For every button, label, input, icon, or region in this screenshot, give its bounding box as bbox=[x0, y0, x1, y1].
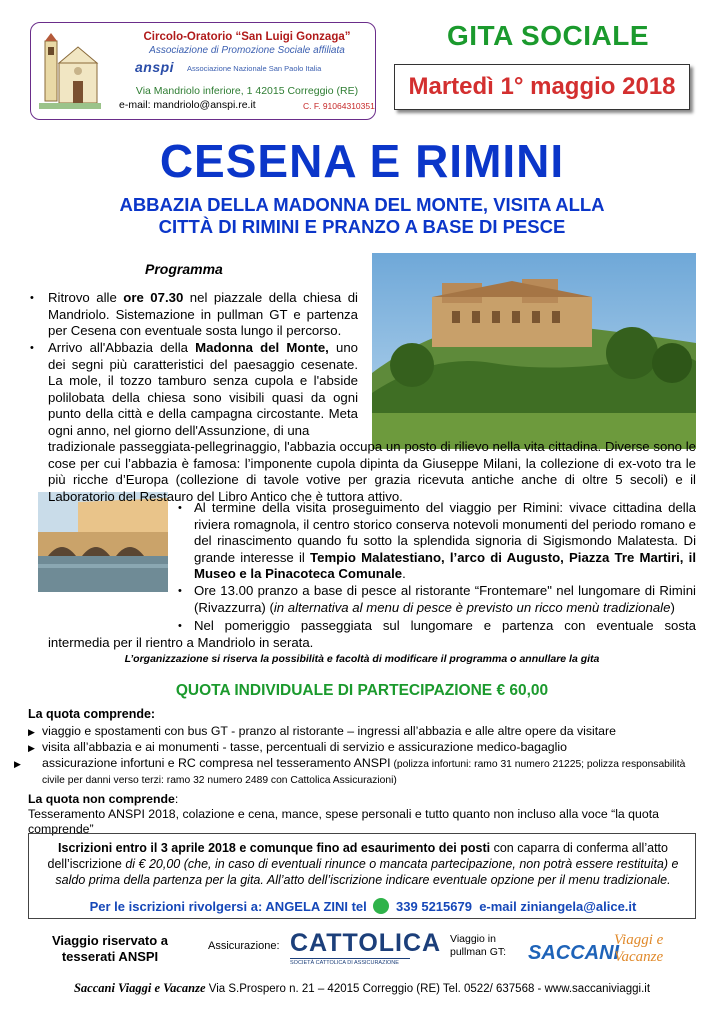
agency-name: Saccani Viaggi e Vacanze bbox=[73, 981, 206, 995]
footer-agency bbox=[0, 981, 724, 996]
page-title: CESENA E RIMINI bbox=[159, 135, 565, 187]
agency-address: Via S.Prospero n. 21 – 42015 Correggio (RE) Tel. 0522/ 637568 - www.saccaniviaggi.it bbox=[205, 983, 651, 995]
subtitle-line-1: ABBAZIA DELLA MADONNA DEL MONTE, VISITA ALLA bbox=[119, 194, 605, 215]
quota-item-text: assicurazione infortuni e RC compresa nel tesseramento ANSPI bbox=[42, 756, 391, 770]
p1-text-a: Ritrovo alle bbox=[48, 290, 124, 305]
programma-p4 bbox=[194, 583, 696, 616]
programma-p3 bbox=[194, 500, 696, 583]
quota-item bbox=[14, 756, 708, 788]
page-subtitle bbox=[20, 194, 704, 238]
quota-item bbox=[28, 740, 708, 756]
org-name: Circolo-Oratorio “San Luigi Gonzaga” bbox=[143, 31, 351, 43]
bullet-icon: • bbox=[178, 502, 182, 514]
saccani-logo-text: SACCANI bbox=[528, 942, 620, 964]
quota-non-comprende: La quota non comprende: bbox=[28, 792, 179, 806]
cattolica-logo-subtitle: SOCIETÀ CATTOLICA DI ASSICURAZIONE bbox=[290, 958, 410, 966]
p3-bold: Tempio Malatestiano, l’arco di Augusto, Piazza Tre Martiri, il Museo e la Pinacoteca Comunale bbox=[194, 549, 696, 581]
programma-p5 bbox=[48, 618, 696, 651]
quota-non-comprende-text: Tesseramento ANSPI 2018, colazione e cena, mance, spese personali e tutto quanto non incluso alla voce “la quota comprende” bbox=[28, 807, 659, 836]
programma-p2 bbox=[48, 340, 358, 439]
bullet-icon: • bbox=[30, 342, 34, 354]
p4-italic: in alternativa al menu di pesce è previsto un ricco menù tradizionale bbox=[273, 599, 671, 615]
p1-text-b: nel piazzale della chiesa di Mandriolo. Sistemazione in pullman GT e partenza per Cesena con eventuale sosta lungo il percorso. bbox=[48, 290, 358, 338]
riservato-anspi: Viaggio riservato a tesserati ANSPI bbox=[51, 933, 169, 964]
iscrizioni-box bbox=[28, 833, 696, 919]
p5-text: Nel pomeriggio passeggiata sul lungomare e partenza con eventuale sosta intermedia per il rientro a Mandriolo in serata. bbox=[48, 618, 696, 650]
date-box bbox=[394, 64, 690, 110]
programma-p2-cont: tradizionale passeggiata-pellegrinaggio, l'abbazia occupa un posto di rilievo nella vita cittadina. Diverse sono le cose per cui l’abbazia è famosa: l’imponente cupola dipinta da Giuseppe Milani, la collezione di ex-voto tra le più ricche d’Europa (collezione di tavole votive per grazia ricevuta antiche anche di oltre 5 secoli) e il Laboratorio del Restauro del Libro Antico che è tuttora attivo. bbox=[48, 439, 696, 504]
p2-bold: Madonna del Monte, bbox=[195, 340, 329, 355]
subtitle-line-2: CITTÀ DI RIMINI E PRANZO A BASE DI PESCE bbox=[158, 216, 566, 237]
org-email: e-mail: mandriolo@anspi.re.it bbox=[119, 99, 256, 111]
contact-email[interactable]: e-mail ziniangela@alice.it bbox=[479, 899, 637, 914]
church-logo-icon bbox=[39, 31, 101, 113]
abbey-photo bbox=[372, 253, 696, 449]
programma-heading: Programma bbox=[145, 261, 223, 277]
arrow-right-icon: ▶ bbox=[28, 743, 35, 753]
whatsapp-icon bbox=[373, 898, 389, 914]
arrow-right-icon: ▶ bbox=[28, 727, 35, 737]
quota-item-note: (polizza infortuni: ramo 31 numero 21225; polizza responsabilità civile per danni verso terzi: ramo 32 numero 2489 con Cattolica Assicurazioni) bbox=[42, 759, 686, 786]
p1-time: ore 07.30 bbox=[123, 290, 184, 305]
p3-text: Al termine della visita proseguimento del viaggio per Rimini: vivace cittadina della riviera romagnola, il centro storico conserva notevoli monumenti del periodo romano e del rinascimento quando fu sotto la splendida signoria di Sigismondo Malatesta. Di grande interesse il bbox=[194, 500, 696, 565]
p4-text: Ore 13.00 pranzo a base di pesce al ristorante “Frontemare" nel lungomare di Rimini (Rivazzurra) ( bbox=[194, 583, 696, 615]
contact-line bbox=[35, 898, 691, 914]
arrow-right-icon: ▶ bbox=[14, 759, 21, 769]
bullet-icon: • bbox=[178, 585, 182, 597]
quota-comprende-heading: La quota comprende: bbox=[28, 707, 156, 721]
contact-label: Per le iscrizioni rivolgersi a: ANGELA ZINI tel bbox=[89, 899, 367, 914]
iscrizioni-details: di € 20,00 (che, in caso di eventuali rinunce o mancata partecipazione, non potrà essere restituita) e saldo prima della partenza per la gita. All’atto dell’iscrizione indicare eventuale opzione per il menu tradizionale. bbox=[55, 857, 679, 887]
iscrizioni-text bbox=[35, 840, 691, 888]
iscrizioni-deadline: Iscrizioni entro il 3 aprile 2018 e comunque fino ad esaurimento dei posti bbox=[58, 841, 491, 855]
contact-phone[interactable]: 339 5215679 bbox=[396, 899, 472, 914]
saccani-logo bbox=[528, 930, 678, 974]
programma-p1 bbox=[48, 290, 358, 340]
org-tax-code: C. F. 91064310351 bbox=[303, 101, 375, 111]
quota-heading: QUOTA INDIVIDUALE DI PARTECIPAZIONE € 60,00 bbox=[175, 682, 549, 699]
org-association: Associazione di Promozione Sociale affiliata bbox=[149, 45, 345, 56]
organization-box bbox=[30, 22, 376, 120]
rimini-bridge-photo bbox=[38, 492, 168, 592]
p4-end: ) bbox=[670, 599, 675, 615]
bullet-icon: • bbox=[30, 292, 34, 304]
p2-text-a: Arrivo all'Abbazia della bbox=[48, 340, 196, 355]
quota-item-text: visita all’abbazia e ai monumenti - tasse, percentuali di servizio e assicurazione medico-bagaglio bbox=[42, 740, 567, 754]
organization-note: L’organizzazione si riserva la possibilità e facoltà di modificare il programma o annullare la gita bbox=[124, 653, 600, 665]
gita-sociale-heading: GITA SOCIALE bbox=[447, 20, 649, 51]
org-address: Via Mandriolo inferiore, 1 42015 Correggio (RE) bbox=[135, 85, 359, 97]
trip-date: Martedì 1° maggio 2018 bbox=[408, 73, 676, 100]
cattolica-logo bbox=[290, 929, 442, 970]
iscrizioni-caparra: con caparra di conferma all’atto dell’iscrizione bbox=[47, 841, 668, 871]
saccani-logo-tagline: Viaggi e Vacanze bbox=[614, 932, 664, 965]
assicurazione-label: Assicurazione: bbox=[208, 940, 280, 952]
p3-end: . bbox=[402, 566, 406, 581]
bullet-icon: • bbox=[178, 620, 182, 632]
cattolica-logo-text: CATTOLICA bbox=[290, 929, 442, 957]
anspi-subtitle: Associazione Nazionale San Paolo Italia bbox=[187, 64, 322, 73]
anspi-logo: anspi bbox=[135, 59, 175, 75]
viaggio-pullman-label: Viaggio in pullman GT: bbox=[450, 933, 507, 958]
quota-item bbox=[28, 724, 708, 740]
quota-non-comprende-heading: La quota non comprende bbox=[28, 792, 175, 806]
p2-text-b: uno dei segni più caratteristici del paesaggio cesenate. La mole, il tozzo tamburo senza cupola e l'abside polilobata della chiesa sono visibili quasi da ogni punto della città e della campagna circostante. Meta ogni anno, nel giorno dell'Assunzione, di una bbox=[48, 340, 358, 438]
quota-item-text: viaggio e spostamenti con bus GT - pranzo al ristorante – ingressi all’abbazia e alle altre opere da visitare bbox=[42, 724, 616, 738]
